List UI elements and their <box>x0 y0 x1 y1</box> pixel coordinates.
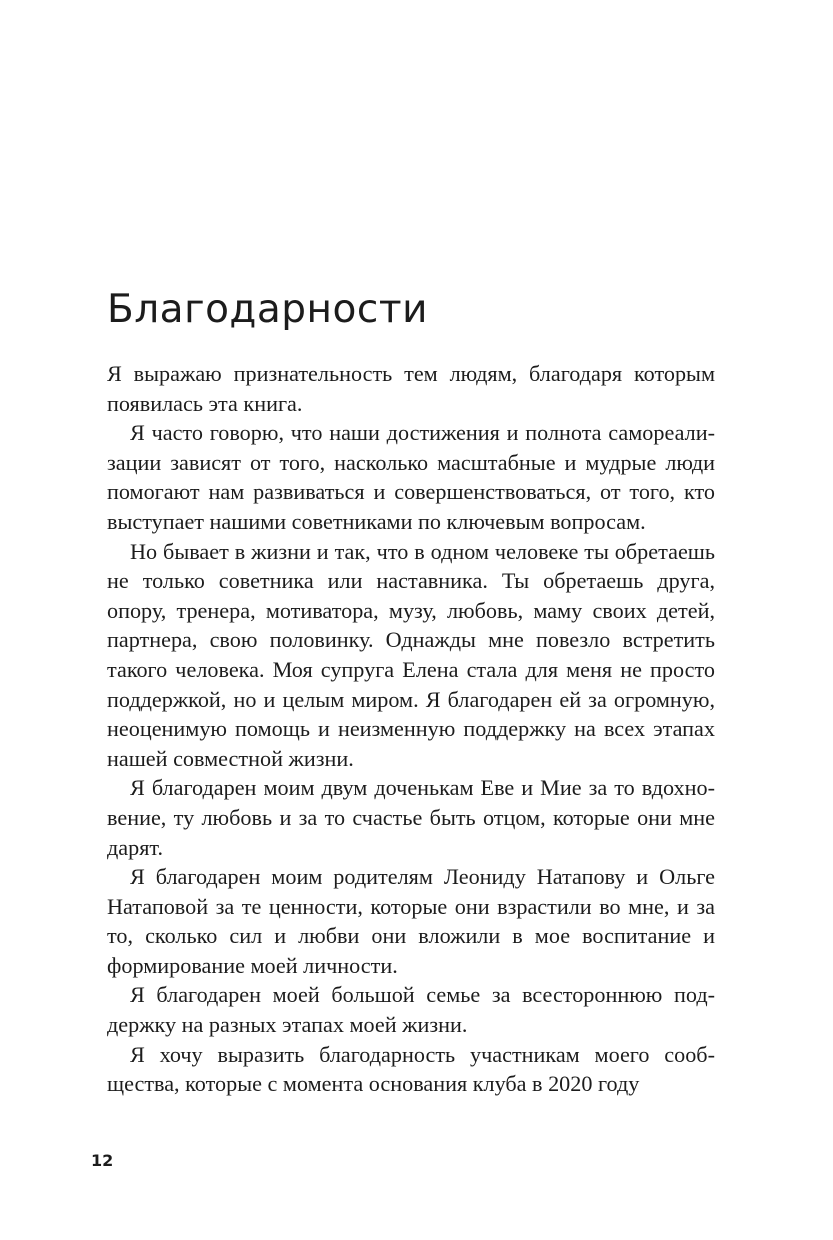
paragraph: Я хочу выразить благодарность участникам моего сообщества, которые с момента основания клуба в 2020 году <box>107 1041 715 1097</box>
paragraph: Я благодарен моей большой семье за всестороннюю поддержку на разных этапах моей жизни. <box>107 982 715 1038</box>
page-number: 12 <box>91 1151 114 1170</box>
paragraph: Я благодарен моим двум доченькам Еве и Мие за то вдохновение, ту любовь и за то счастье быть отцом, которые они мне дарят. <box>107 775 715 860</box>
page-title: Благодарности <box>107 287 428 332</box>
paragraph: Я благодарен моим родителям Леониду Натапову и Ольге Натаповой за те ценности, которые они взрастили во мне, и за то, сколько сил и любви они вложили в мое воспитание и формирование моей личности. <box>107 864 715 978</box>
body-text <box>107 359 715 1099</box>
paragraph: Я часто говорю, что наши достижения и полнота самореализации зависят от того, насколько масштабные и мудрые люди помогают нам развиваться и совершенствоваться, от того, кто выступает нашими советниками по ключевым вопросам. <box>107 420 715 534</box>
paragraph: Я выражаю признательность тем людям, благодаря которым появилась эта книга. <box>107 361 715 416</box>
paragraph: Но бывает в жизни и так, что в одном человеке ты обретаешь не только советника или наставника. Ты обретаешь друга, опору, тренера, мотиватора, музу, любовь, маму своих детей, партнера, свою половинку. Однажды мне повезло встретить такого человека. Моя супруга Елена стала для меня не просто поддержкой, но и целым миром. Я благодарен ей за огромную, неоценимую помощь и неизменную поддержку на всех этапах нашей совместной жизни. <box>107 538 715 771</box>
